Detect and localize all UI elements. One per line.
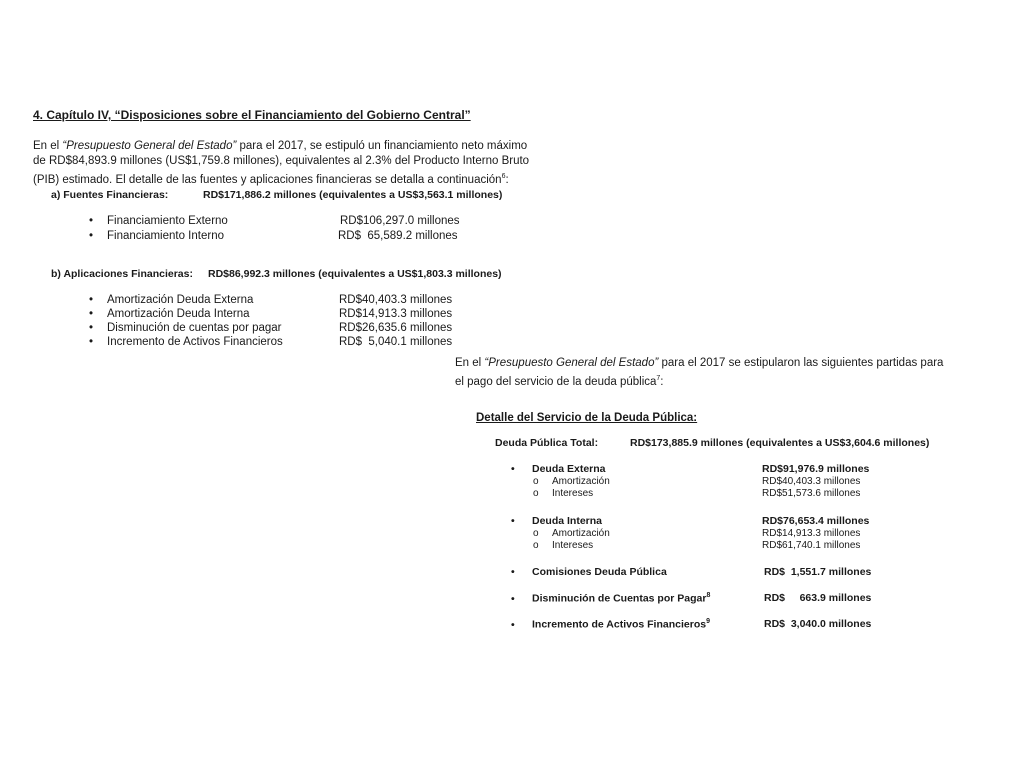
fuentes-amount: RD$171,886.2 millones (equivalentes a US$3,563.1 millones) — [203, 189, 503, 201]
item-value: RD$51,573.6 millones — [762, 488, 861, 499]
item-label: Amortización — [552, 476, 610, 487]
list-item — [89, 336, 489, 348]
intro-text: En el — [33, 140, 63, 152]
sub-bullet-icon: o — [533, 540, 539, 551]
item-value: RD$ 663.9 millones — [764, 592, 872, 604]
aplicaciones-label: b) Aplicaciones Financieras: — [51, 268, 193, 280]
sub-bullet-icon: o — [533, 528, 539, 539]
intro-text: de RD$84,893.9 millones (US$1,759.8 millones), equivalentes al 2.3% del Producto Interno Bruto — [33, 155, 530, 167]
item-label: Deuda Externa — [532, 463, 606, 475]
list-item — [511, 566, 881, 578]
bullet-icon: • — [511, 463, 515, 475]
list-item — [511, 592, 881, 605]
footnote-ref: 8 — [706, 592, 711, 599]
item-value: RD$91,976.9 millones — [762, 463, 870, 475]
intro-text: (PIB) estimado. El detalle de las fuentes y aplicaciones financieras se detalla a continuación — [33, 173, 502, 186]
deuda-total-label: Deuda Pública Total: — [495, 437, 599, 449]
bullet-icon: • — [89, 322, 94, 334]
footnote-ref: 7 — [656, 375, 661, 382]
sub-list-item — [533, 476, 883, 487]
bullet-icon: • — [511, 515, 515, 527]
bullet-icon: • — [89, 230, 94, 242]
servicio-text: : — [660, 375, 664, 388]
item-label: Disminución de cuentas por pagar — [107, 322, 282, 334]
item-label: Intereses — [552, 488, 594, 499]
list-item — [89, 308, 489, 320]
bullet-icon: • — [89, 215, 94, 227]
item-value: RD$ 1,551.7 millones — [764, 566, 872, 578]
item-label: Incremento de Activos Financieros — [532, 618, 707, 631]
item-value: RD$76,653.4 millones — [762, 515, 870, 527]
servicio-paragraph — [455, 356, 943, 390]
servicio-italic: “Presupuesto General del Estado” — [484, 357, 659, 369]
bullet-icon: • — [89, 336, 94, 348]
item-value: RD$61,740.1 millones — [762, 540, 861, 551]
bullet-icon: • — [511, 566, 515, 578]
sub-list-item — [533, 488, 883, 499]
servicio-text: el pago del servicio de la deuda pública — [455, 375, 657, 388]
list-item — [89, 322, 489, 334]
item-label: Financiamiento Externo — [107, 215, 228, 227]
item-value: RD$40,403.3 millones — [762, 476, 861, 487]
servicio-text: para el 2017 se estipularon las siguientes partidas para — [658, 357, 944, 369]
sub-bullet-icon: o — [533, 488, 539, 499]
list-item — [511, 463, 881, 475]
item-label: Disminución de Cuentas por Pagar — [532, 592, 707, 605]
item-label: Intereses — [552, 540, 594, 551]
sub-list-item — [533, 528, 883, 539]
bullet-icon: • — [511, 592, 515, 605]
item-label: Incremento de Activos Financieros — [107, 336, 283, 348]
footnote-ref: 9 — [706, 618, 710, 625]
list-item — [511, 618, 881, 631]
sub-bullet-icon: o — [533, 476, 539, 487]
item-value: RD$106,297.0 millones — [340, 215, 460, 227]
section-heading: 4. Capítulo IV, “Disposiciones sobre el Financiamiento del Gobierno Central” — [33, 108, 471, 122]
item-value: RD$ 65,589.2 millones — [338, 230, 458, 242]
detalle-title: Detalle del Servicio de la Deuda Pública: — [476, 412, 698, 424]
sub-list-item — [533, 540, 883, 551]
item-value: RD$14,913.3 millones — [762, 528, 861, 539]
item-label: Comisiones Deuda Pública — [532, 566, 667, 578]
item-value: RD$40,403.3 millones — [339, 294, 453, 306]
deuda-total-value: RD$173,885.9 millones (equivalentes a US$3,604.6 millones) — [630, 437, 930, 449]
intro-text: para el 2017, se estipuló un financiamiento neto máximo — [236, 140, 528, 152]
list-item — [89, 230, 489, 242]
list-item — [89, 294, 489, 306]
footnote-ref: 6 — [501, 173, 506, 180]
item-label: Deuda Interna — [532, 515, 603, 527]
list-item — [89, 215, 489, 227]
item-value: RD$26,635.6 millones — [339, 322, 453, 334]
intro-text: : — [505, 173, 509, 186]
item-label: Amortización Deuda Interna — [107, 308, 250, 320]
bullet-icon: • — [511, 618, 515, 631]
deuda-total-row — [495, 437, 930, 449]
aplicaciones-amount: RD$86,992.3 millones (equivalentes a US$1,803.3 millones) — [208, 268, 502, 280]
intro-italic: “Presupuesto General del Estado” — [62, 140, 237, 152]
item-value: RD$14,913.3 millones — [339, 308, 453, 320]
item-value: RD$ 5,040.1 millones — [339, 336, 453, 348]
item-label: Financiamiento Interno — [107, 230, 224, 242]
bullet-icon: • — [89, 294, 94, 306]
fuentes-label: a) Fuentes Financieras: — [51, 189, 169, 201]
intro-paragraph — [33, 139, 593, 188]
item-label: Amortización — [552, 528, 610, 539]
bullet-icon: • — [89, 308, 94, 320]
list-item — [511, 515, 881, 527]
item-value: RD$ 3,040.0 millones — [764, 618, 872, 630]
item-label: Amortización Deuda Externa — [107, 294, 254, 306]
servicio-text: En el — [455, 357, 485, 369]
